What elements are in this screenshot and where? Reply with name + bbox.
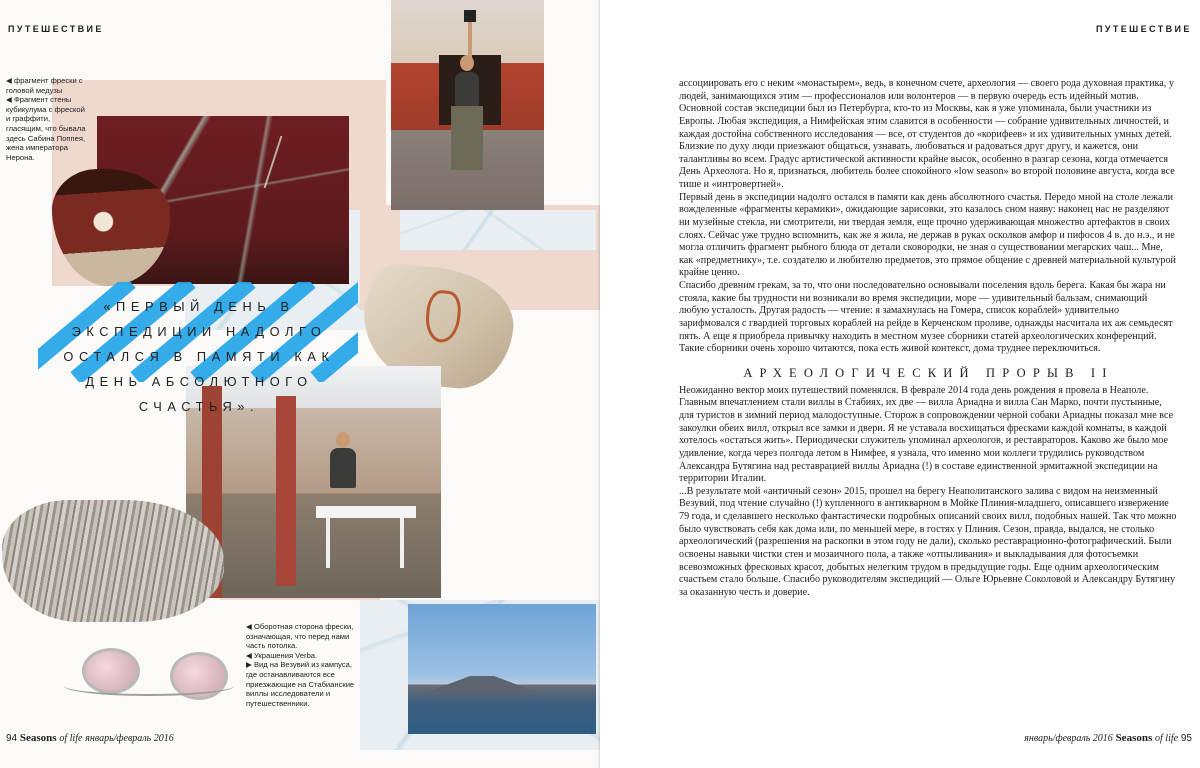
table-leg	[400, 518, 404, 568]
column-middle	[276, 396, 296, 586]
page-number-right: 95	[1180, 733, 1192, 744]
fresco-figure	[264, 136, 313, 188]
paragraph: ...В результате мой «античный сезон» 2015, прошел на берегу Неаполитанского залива с видом на неизменный Везувий, под чтение случайно (!) купленного в антикварном в Мойке Плиния-младшего, описавшего извержение 79 года, и сделавшего несколько фантастически подробных описаний своих вилл, подобных нашей. Так что можно было чувствовать себя как дома или, по меньшей мере, в гостях у Плиния. Сезон, правда, выдался, не столько археологический (разрешения на раскопки в этом году не дали), сколько реставрационно-фотографический. Были освоены навыки чистки стен и мозаичного пола, а также «отпыливания» и выкладывания для фотосъемки всевозможных фресковых красот, добытых нелегким трудом в предыдущие годы. Еще одним археологическим счастьем стало больше. Спасибо руководителям экспедиций — Ольге Юрьевне Соколовой и Александру Бутягину за оказанную честь и доверие.	[679, 485, 1177, 598]
section-label-right: ПУТЕШЕСТВИЕ	[1096, 24, 1192, 34]
paragraph: Неожиданно вектор моих путешествий поменялся. В феврале 2014 года день рождения я провела в Неаполе. Главным впечатлением стали виллы в Стабиях, их две — вилла Ариадна и вилла Сан Марко, почти пустынные, для туристов в зимний период малодоступные. Сторож в сопровождении черной собаки Ариадны показал мне все закоулки обеих вилл, открыл все замки и двери. Я не уставала восхищаться фресками каждой комнаты, в каждой хотелось «остаться жить». Периодически служитель упоминал археологов, и реставраторов. Каково же было мое удивление, когда через полгода летом в Нимфее, я узнала, что именно мои коллеги трудились руководством Александра Бутягина над реставрацией виллы Ариадна (!) в составе единственной эрмитажной экспедиции на территории Италии.	[679, 384, 1174, 485]
raised-arm	[468, 18, 472, 60]
tablet-device	[464, 10, 476, 22]
table-leg	[326, 518, 330, 568]
woman-in-room-photo	[391, 0, 544, 210]
right-page	[600, 0, 1200, 768]
issue-date: январь/февраль 2016	[85, 733, 174, 744]
pull-quote: «ПЕРВЫЙ ДЕНЬ В ЭКСПЕДИЦИИ НАДОЛГО ОСТАЛСЯ В ПАМЯТИ КАК ДЕНЬ АБСОЛЮТНОГО СЧАСТЬЯ».	[63, 299, 335, 414]
vesuvius-view-photo	[408, 604, 596, 734]
paragraph: Первый день в экспедиции надолго остался в памяти как день абсолютного счастья. Передо мной на столе лежали вожделенные «фрагменты керамики», ожидающие зарисовки, это казалось сном наяву: наконец нас не разделяют ни музейные стекла, ни смотрители, ни твердая земля, еще прочно удерживающая множество артефактов в своих слоях. Сейчас уже трудно вспомнить, как же я жила, не держав в руках осколков амфор и пифосов 4 в. до н.э., и не могла отличить фрагмент рыбного блюда от детали сковородки, не зная о существовании мегарских чаш... Мне, как «предметнику», т.е. создателю и любителю предметов, это прямое общение с древней материальной культурой крайне ценно.	[679, 191, 1176, 279]
magazine-title-suffix: of life	[59, 733, 83, 744]
magazine-title: Seasons	[1115, 732, 1153, 744]
fresco-reverse-side	[2, 500, 224, 622]
section-label-left: ПУТЕШЕСТВИЕ	[8, 24, 104, 34]
page-number-left: 94	[6, 733, 18, 744]
article-column	[679, 78, 1178, 599]
person-skirt	[451, 106, 483, 170]
magazine-title: Seasons	[19, 732, 57, 744]
caption-top: ◀ фрагмент фрески с головой медузы ◀ Фрагмент стены кубикулума с фреской и граффити, гласящим, что бывала здесь Сабина Поппея, жена императора Нерона.	[6, 76, 86, 162]
paragraph: Основной состав экспедиции был из Петербурга, кто-то из Москвы, как я уже упоминала, были участники из Европы. Любая экспедиция, а Нимфейская этим славится в особенности — собрание удивительных личностей, и каждая достойна собственного исследования — все, от студентов до «корифеев» и их удивительных умных детей. Близкие по духу люди приезжают общаться, узнавать, любоваться и радоваться друг другу, и кажется, они талантливы во всем. Градус артистической активности крайне высок, особенно в разгар сезона, когда отмечается День Археолога. Но я, признаться, любитель более спокойного «low season» во второй половине августа, когда все тише и «интровертней».	[679, 103, 1175, 190]
earring-hooks	[64, 676, 234, 696]
magazine-title-suffix: of life	[1155, 733, 1179, 744]
paragraph: ассоциировать его с неким «монастырем», ведь, в конечном счете, археология — своего рода духовная практика, у людей, занимающихся этим — профессионалов или волонтеров — в первую очередь есть идейный мотив.	[679, 78, 1174, 102]
volcano-silhouette	[422, 674, 542, 694]
marble-strip	[400, 210, 596, 250]
folio-left	[6, 732, 174, 744]
caption-bottom: ◀ Оборотная сторона фрески, означающая, что перед нами часть потолка. ◀ Украшения Verba. ▶ Вид на Везувий из кампуса, где останавливаются все приезжающие на Стабианские виллы исследователи и путешественники.	[246, 622, 355, 708]
folio-right	[1024, 732, 1192, 744]
issue-date: январь/февраль 2016	[1024, 733, 1113, 744]
worker-head	[336, 432, 350, 448]
white-table	[316, 506, 416, 518]
paragraph: Спасибо древним грекам, за то, что они последовательно основывали поселения вдоль берега. Какая бы жара ни стояла, какие бы трудности ни возникали во время экспедиции, море — удивительный бальзам, снимающий любую усталость. Другая радость — чтение: я замахнулась на Гомера, список кораблей» удивительно зарифмовался с гвардией торговых кораблей на рейде в Керченском проливе, однажды насчитала их аж семьдесят пять. А еще я приобрела привычку находить в местном музее сборники статей археологических конференций. Такие сборники очень хорошо читаются, пока есть живой контекст, дома труднее переключиться.	[679, 280, 1173, 355]
worker-body	[330, 448, 356, 488]
person-top	[455, 72, 479, 106]
section-heading: АРХЕОЛОГИЧЕСКИЙ ПРОРЫВ II	[743, 365, 1114, 380]
amphora-drawing	[424, 289, 463, 344]
